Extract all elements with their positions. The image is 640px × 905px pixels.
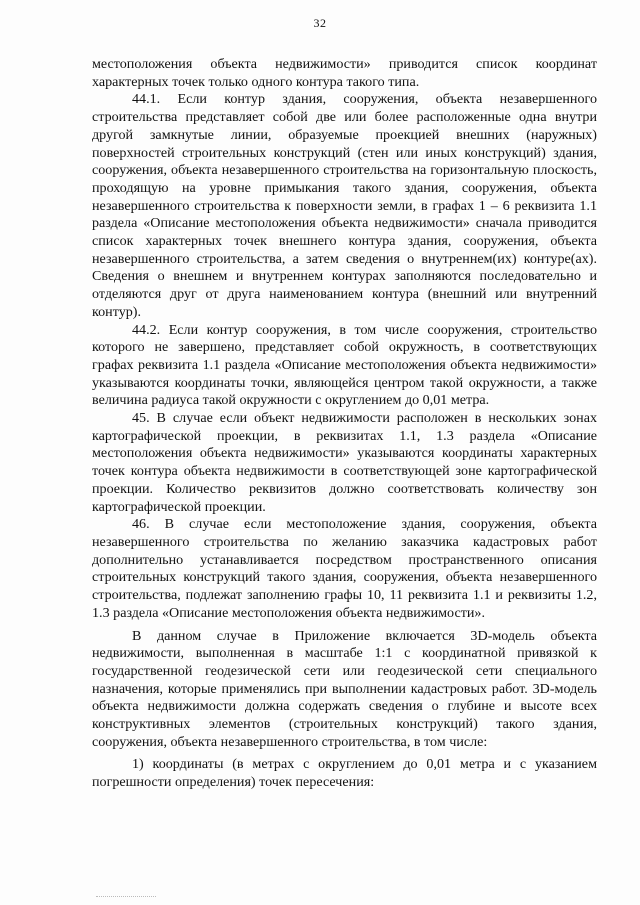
page-body [92, 56, 597, 792]
paragraph-list-item-1: 1) координаты (в метрах с округлением до 0,01 метра и с указанием погрешности определения) точек пересечения: [92, 756, 597, 791]
page-number: 32 [313, 16, 327, 30]
paragraph-3d-model: В данном случае в Приложение включается 3D-модель объекта недвижимости, выполненная в масштабе 1:1 с координатной привязкой к государственной геодезической сети или геодезической сети специального назначения, которые применялись при выполнении кадастровых работ. 3D-модель объекта недвижимости должна содержать сведения о глубине и высоте всех конструктивных элементов (строительных конструкций) такого здания, сооружения, объекта незавершенного строительства, в том числе: [92, 627, 597, 750]
paragraph-continuation: местоположения объекта недвижимости» приводится список координат характерных точек только одного контура такого типа. [92, 56, 597, 90]
paragraph-44-1: 44.1. Если контур здания, сооружения, объекта незавершенного строительства представляет собой две или более расположенные одна внутри другой замкнутые линии, образуемые проекцией внешних (наружных) поверхностей строительных конструкций (стен или иных конструкций) здания, сооружения, объекта незавершенного строительства на горизонтальную плоскость, проходящую на уровне примыкания такого здания, сооружения, объекта незавершенного строительства к поверхности земли, в графах 1 – 6 реквизита 1.1 раздела «Описание местоположения объекта недвижимости» сначала приводится список характерных точек внешнего контура здания, сооружения, объекта незавершенного строительства, а затем сведения о внутреннем(их) контуре(ах). Сведения о внешнем и внутреннем контурах заполняются последовательно и отделяются друг от друга наименованием контура (внешний или внутренний контур). [92, 91, 597, 320]
paragraph-45: 45. В случае если объект недвижимости расположен в нескольких зонах картографической проекции, в реквизитах 1.1, 1.3 раздела «Описание местоположения объекта недвижимости» указываются координаты характерных точек контура объекта недвижимости в соответствующей зоне картографической проекции. Количество реквизитов должно соответствовать количеству зон картографической проекции. [92, 410, 597, 515]
paragraph-44-2: 44.2. Если контур сооружения, в том числе сооружения, строительство которого не завершено, представляет собой окружность, в соответствующих графах реквизита 1.1 раздела «Описание местоположения объекта недвижимости» указываются координаты точки, являющейся центром такой окружности, а также величина радиуса такой окружности с округлением до 0,01 метра. [92, 321, 597, 409]
paragraph-46: 46. В случае если местоположение здания, сооружения, объекта незавершенного строительства по желанию заказчика кадастровых работ дополнительно устанавливается посредством пространственного описания строительных конструкций такого здания, сооружения, объекта незавершенного строительства, подлежат заполнению графы 10, 11 реквизита 1.1 и реквизиты 1.2, 1.3 раздела «Описание местоположения объекта недвижимости». [92, 516, 597, 621]
scan-artifact-line [96, 896, 156, 897]
